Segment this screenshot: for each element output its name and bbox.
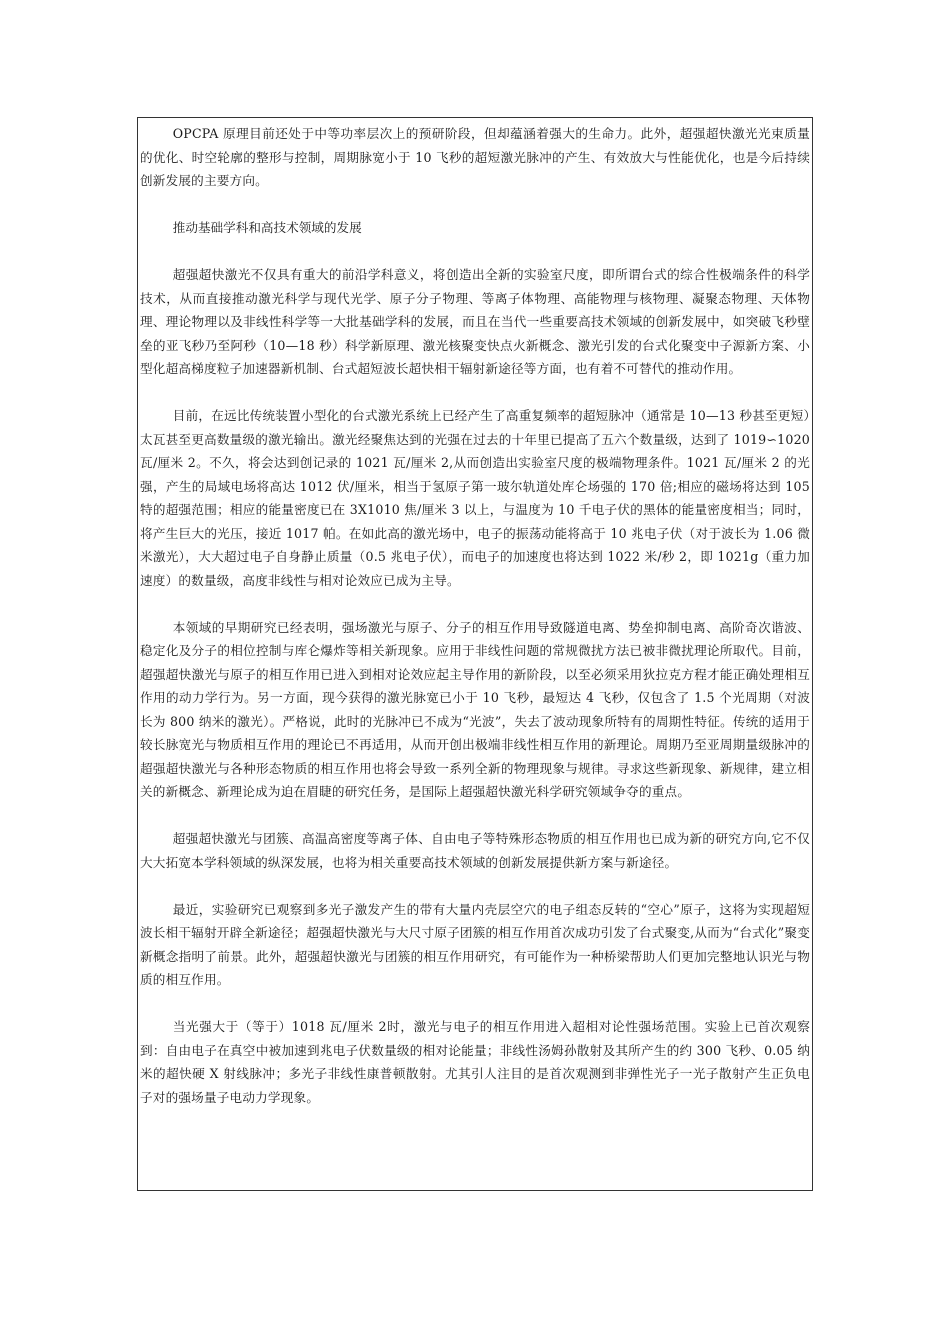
paragraph-opcpa: OPCPA 原理目前还处于中等功率层次上的预研阶段，但却蕴涵着强大的生命力。此外，超强超快激光光束质量的优化、时空轮廓的整形与控制，周期脉宽小于 10 飞秒的超短激光脉冲的产生、有效放大与性能优化，也是今后持续创新发展的主要方向。 <box>140 126 810 188</box>
document-frame <box>137 117 813 1191</box>
paragraph-gap <box>140 804 810 828</box>
paragraph-gap <box>140 240 810 264</box>
paragraph-clusters-plasma: 超强超快激光与团簇、高温高密度等离子体、自由电子等特殊形态物质的相互作用也已成为新的研究方向,它不仅大大拓宽本学科领域的纵深发展，也将为相关重要高技术领域的创新发展提供新方案与新途径。 <box>140 831 810 870</box>
paragraph-hollow-atoms: 最近，实验研究已观察到多光子激发产生的带有大量内壳层空穴的电子组态反转的“空心”原子，这将为实现超短波长相干辐射开辟全新途径；超强超快激光与大尺寸原子团簇的相互作用首次成功引发了台式聚变,从而为“台式化”聚变新概念指明了前景。此外，超强超快激光与团簇的相互作用研究，有可能作为一种桥梁帮助人们更加完整地认识光与物质的相互作用。 <box>140 901 810 987</box>
paragraph-gap <box>140 992 810 1016</box>
paragraph-gap <box>140 193 810 217</box>
section-heading: 推动基础学科和高技术领域的发展 <box>172 220 362 235</box>
paragraph-gap <box>140 381 810 405</box>
paragraph-frontier-science: 超强超快激光不仅具有重大的前沿学科意义，将创造出全新的实验室尺度，即所谓台式的综合性极端条件的科学技术，从而直接推动激光科学与现代光学、原子分子物理、等离子体物理、高能物理与核物理、凝聚态物理、天体物理、理论物理以及非线性科学等一大批基础学科的发展，而且在当代一些重要高技术领域的创新发展中，如突破飞秒壁垒的亚飞秒乃至阿秒（10—18 秒）科学新原理、激光核聚变快点火新概念、激光引发的台式化聚变中子源新方案、小型化超高梯度粒子加速器新机制、台式超短波长超快相干辐射新途径等方面，也有着不可替代的推动作用。 <box>140 267 810 376</box>
paragraph-relativistic-field: 当光强大于（等于）1018 瓦/厘米 2时，激光与电子的相互作用进入超相对论性强场范围。实验上已首次观察到：自由电子在真空中被加速到兆电子伏数量级的相对论能量；非线性汤姆孙散射及其所产生的约 300 飞秒、0.05 纳米的超快硬 X 射线脉冲；多光子非线性康普顿散射。尤其引人注目的是首次观测到非弹性光子一光子散射产生正负电子对的强场量子电动力学现象。 <box>140 1019 810 1105</box>
paragraph-gap <box>140 874 810 898</box>
paragraph-current-status: 目前，在远比传统装置小型化的台式激光系统上已经产生了高重复频率的超短脉冲（通常是 10—13 秒甚至更短）太瓦甚至更高数量级的激光输出。激光经聚焦达到的光强在过去的十年里已提高了五六个数量级，达到了 1019∽1020 瓦/厘米 2。不久，将会达到创记录的 1021 瓦/厘米 2,从而创造出实验室尺度的极端物理条件。1021 瓦/厘米 2 的光强，产生的局域电场将高达 1012 伏/厘米，相当于氢原子第一玻尔轨道处库仑场强的 170 倍;相应的磁场将达到 105 特的超强范围；相应的能量密度已在 3X1010 焦/厘米 3 以上，与温度为 10 千电子伏的黑体的能量密度相当；同时，将产生巨大的光压，接近 1017 帕。在如此高的激光场中，电子的振荡动能将高于 10 兆电子伏（对于波长为 1.06 微米激光），大大超过电子自身静止质量（0.5 兆电子伏），而电子的加速度也将达到 1022 米/秒 2，即 1021g（重力加速度）的数量级，高度非线性与相对论效应已成为主导。 <box>140 408 810 588</box>
paragraph-early-research: 本领域的早期研究已经表明，强场激光与原子、分子的相互作用导致隧道电离、势垒抑制电离、高阶奇次谐波、稳定化及分子的相位控制与库仑爆炸等相关新现象。应用于非线性问题的常规微扰方法已被非微扰理论所取代。目前，超强超快激光与原子的相互作用已进入到相对论效应起主导作用的新阶段，以至必须采用狄拉克方程才能正确处理相互作用的动力学行为。另一方面，现今获得的激光脉宽已小于 10 飞秒，最短达 4 飞秒，仅包含了 1.5 个光周期（对波长为 800 纳米的激光）。严格说，此时的光脉冲已不成为“光波”，失去了波动现象所特有的周期性特征。传统的适用于较长脉宽光与物质相互作用的理论已不再适用，从而开创出极端非线性相互作用的新理论。周期乃至亚周期量级脉冲的超强超快激光与各种形态物质的相互作用也将会导致一系列全新的物理现象与规律。寻求这些新现象、新规律，建立相关的新概念、新理论成为迫在眉睫的研究任务，是国际上超强超快激光科学研究领域争夺的重点。 <box>140 619 810 799</box>
paragraph-gap <box>140 592 810 616</box>
